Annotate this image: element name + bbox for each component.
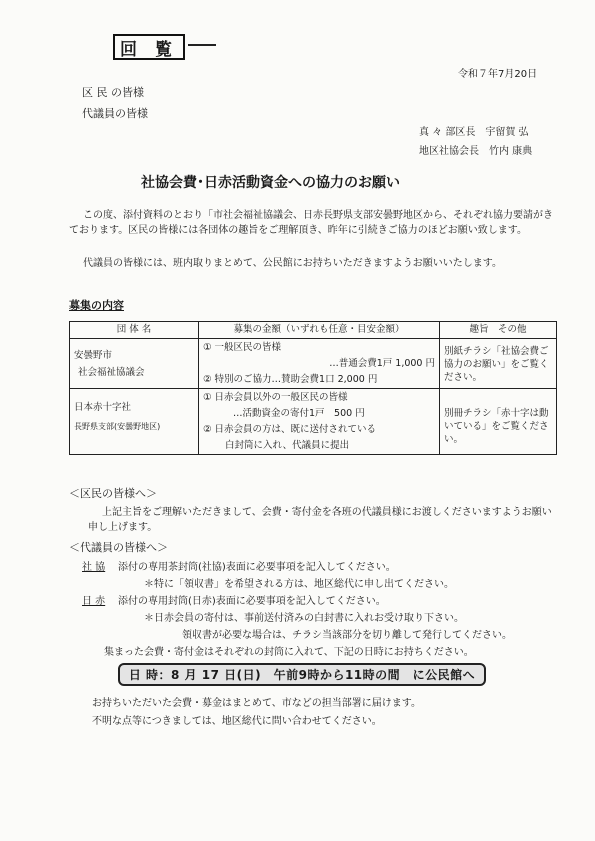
org-cell [70,389,199,455]
recipient-delegates: 代議員の皆様 [82,107,148,120]
closing-line-1: お持ちいただいた会費・募金はまとめて、市などの担当部署に届けます。 [92,698,421,709]
purpose-cell: 別紙チラシ「社協会費ご協力のお願い」をご覧ください。 [440,339,557,389]
recruit-heading: 募集の内容 [69,299,124,312]
amount-line: 白封筒に入れ、代議員に提出 [225,440,350,451]
nisseki-label: 日 赤 [82,596,106,607]
recipient-residents: 区 民 の皆様 [82,86,144,99]
collect-instruction-visible: 集まった会費・寄付金はそれぞれの封筒に入れて、下記の日時にお持ちください。 [104,647,474,658]
shakyo-note: ＊特に「領収書」を希望される方は、地区総代に申し出てください。 [144,579,454,590]
org-cell [70,339,199,389]
residents-heading: ＜区民の皆様へ＞ [69,487,157,500]
kairan-dash [188,44,216,46]
nisseki-note-receipt: 領収書が必要な場合は、チラシ当該部分を切り離して発行してください。 [182,630,512,641]
issue-date: 令和７年7月20日 [458,69,538,80]
table-row [70,389,557,455]
col-amount: 募集の金額（いずれも任意・目安金額） [199,322,440,339]
amount-line: ① 一般区民の皆様 [203,342,282,353]
shakyo-instruction: 添付の専用茶封筒(社協)表面に必要事項を記入してください。 [118,562,396,573]
closing-line-2: 不明な点等につきましては、地区総代に問い合わせてください。 [92,716,382,727]
table-header-row [70,322,557,339]
col-purpose: 趣旨 その他 [440,322,557,339]
intro-delegates: 代議員の皆様には、班内取りまとめて、公民館にお持ちいただきますようお願いいたします。 [83,258,502,269]
delegates-heading: ＜代議員の皆様へ＞ [69,541,168,554]
amount-cell [199,389,440,455]
schedule-banner: 日 時：8 月 17 日(日) 午前9時から11時の間 に公民館へ [118,663,486,686]
purpose-cell: 別冊チラシ「赤十字は動いている」をご覧ください。 [440,389,557,455]
sender-council-chair: 地区社協会長 竹内 康典 [419,146,533,157]
kairan-stamp: 回 覧 [113,34,185,60]
amount-line: ① 日赤会員以外の一般区民の皆様 [203,392,348,403]
org-line: 安曇野市 [74,350,113,361]
page-title: 社協会費･日赤活動資金への協力のお願い [141,175,400,191]
org-line: 社会福祉協議会 [78,367,145,378]
sender-ward-head: 真 々 部区長 宇留賀 弘 [419,127,529,138]
amount-line: …活動資金の寄付1戸 500 円 [233,408,365,419]
amount-line: …普通会費1戸 1,000 円 [329,358,435,369]
nisseki-note-member: ＊日赤会員の寄付は、事前送付済みの白封書に入れお受け取り下さい。 [144,613,464,624]
amount-line: ② 特別のご協力…賛助会費1口 2,000 円 [203,374,378,385]
recruit-table [69,321,557,455]
table-row [70,339,557,389]
shakyo-label: 社 協 [82,562,106,573]
col-org: 団 体 名 [70,322,199,339]
intro-paragraph: この度、添付資料のとおり「市社会福祉協議会、日赤長野県支部安曇野地区から、それぞれ協力要請がきております。区民の皆様には各団体の趣旨をご理解頂き、昨年に引続きご協力のほどお願い致します。 [69,210,553,236]
org-line: 日本赤十字社 [74,402,132,413]
residents-text: 上記主旨をご理解いただきまして、会費・寄付金を各班の代議員様にお渡しくださいますようお願い申し上げます。 [88,507,552,533]
org-line: 長野県支部(安曇野地区) [74,422,161,431]
amount-cell [199,339,440,389]
amount-line: ② 日赤会員の方は、既に送付されている [203,424,377,435]
nisseki-instruction: 添付の専用封筒(日赤)表面に必要事項を記入してください。 [118,596,386,607]
